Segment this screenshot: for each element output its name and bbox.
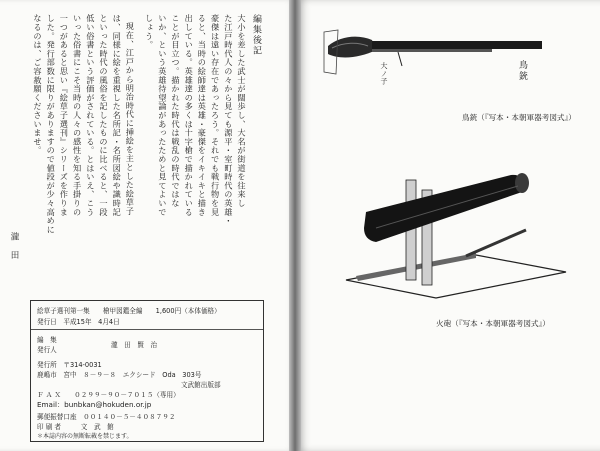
book-gutter [289,0,301,451]
figure-caption-musket: 鳥銃（『写本・本朝軍器考図式』） [462,113,576,122]
left-page [0,0,296,451]
cannon-illustration [336,160,576,300]
afterword-column: 大小を差した武士が闊歩し、大名が街道を往来し [237,14,247,208]
colophon-notice: ＊本誌内容の無断転載を禁じます。 [37,433,133,440]
colophon-printer: 印 刷 者 文 武 館 [37,423,114,431]
colophon-box [30,300,264,442]
afterword-column: いか、という英雄待望論があったためと見てよいで [157,14,168,217]
afterword-column: ると、当時の絵師達は英雄・豪傑をイキイキと描き [197,14,208,217]
afterword-column: 低い俗書という評価がされている。とはいえ、こう [85,14,96,217]
figure-caption-cannon: 火砲（『写本・本朝軍器考図式』） [436,319,550,328]
colophon-date: 発行日 平成15年 4月4日 [37,318,120,326]
signature: 瀧田 [9,232,19,269]
colophon-email: Email：bunbkan@hokuden.or.jp [37,400,152,409]
afterword-column: 一つがあると思い『絵草子選刊』シリーズを作りま [59,14,70,217]
afterword-column: なるのは、ご容赦願くださいませ。 [33,14,43,155]
colophon-office: 発行所 〒314-0031 [37,361,102,369]
afterword-column: は、同様に絵を重視した名所記・名所図絵や識時記 [112,14,123,217]
afterword-column: した。発行部数に限りがありますので値段が少々高めに [46,14,57,234]
colophon-editor-name: 瀧 田 賢 治 [111,341,158,349]
colophon-editor-label: 編 集 [37,336,57,344]
colophon-address: 鹿嶋市 宮中 ８－９－８ エクシード Oda 303号 [37,371,202,379]
afterword-column: ことが目立つ。描かれた時代は戦乱の時代ではな [171,14,181,208]
afterword-column: た江戸時代人の々から見ても源平・室町時代の英雄・ [223,14,234,226]
colophon-postal: 郵便振替口座 ００１４０－５－４０８７９２ [37,413,176,421]
afterword-column: 豪傑は遠い存在であったろう。それでも戦行物を見 [210,14,221,217]
colophon-fax: Ｆ Ａ Ｘ ０２９９－９０－７０１５（専用） [37,391,180,399]
afterword-heading: 編集後記 [251,14,261,56]
afterword-column: 現在、江戸から明治時代に挿絵を主とした絵草子 [125,22,136,216]
afterword-column: しょう。 [144,14,155,50]
afterword-column: 出している。英雄達の多くは十字槍で描かれている [184,14,195,217]
musket-label-secondary: 大ノ子 [380,62,388,85]
musket-illustration [310,14,550,84]
colophon-org: 文武館出版部 [181,381,221,389]
musket-label: 鳥銃 [517,60,527,82]
right-page [296,0,600,451]
colophon-publisher-label: 発行人 [37,346,57,354]
colophon-series: 絵草子選刊第一集 槍甲図鑑全編 1,600円（本体価格） [37,307,221,315]
colophon-divider [31,329,263,330]
afterword-column: といった時代の風俗を記したものに比べると、一段 [99,14,109,217]
afterword-column: いった俗書にこそ当時の人々の感性を知る手掛りの [72,14,83,217]
